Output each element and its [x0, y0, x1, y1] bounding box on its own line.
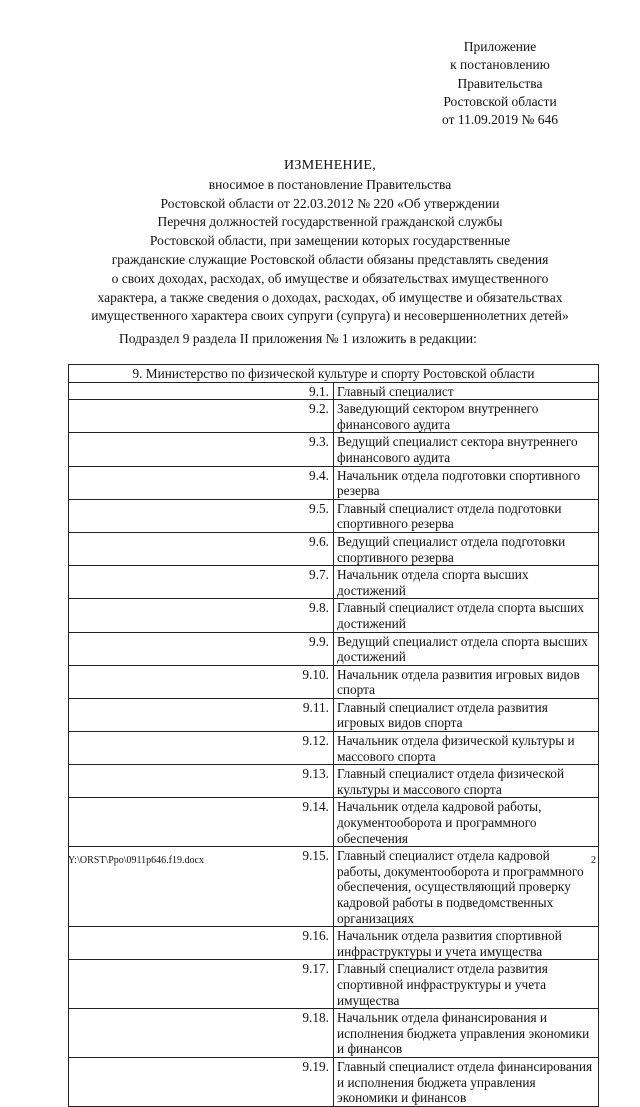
- heading-line: Перечня должностей государственной гражданской службы: [157, 214, 503, 230]
- table-row: [69, 382, 599, 400]
- row-position: Начальник отдела развития игровых видов спорта: [334, 665, 599, 698]
- row-position: Ведущий специалист отдела спорта высших достижений: [334, 632, 599, 665]
- row-number: 9.13.: [69, 765, 334, 798]
- row-number: 9.9.: [69, 632, 334, 665]
- table-row: [69, 798, 599, 847]
- row-position: Ведущий специалист сектора внутреннего финансового аудита: [334, 433, 599, 466]
- table-row: [69, 400, 599, 433]
- table-row: [69, 499, 599, 532]
- row-number: 9.16.: [69, 927, 334, 960]
- heading-line: о своих доходах, расходах, об имуществе и обязательствах имущественного: [111, 270, 549, 286]
- row-position: Главный специалист отдела финансирования и исполнения бюджета управления экономики и финансов: [334, 1057, 599, 1106]
- table-row: [69, 732, 599, 765]
- row-position: Начальник отдела кадровой работы, документооборота и программного обеспечения: [334, 798, 599, 847]
- appendix-line: от 11.09.2019 № 646: [442, 112, 558, 128]
- row-number: 9.2.: [69, 400, 334, 433]
- row-number: 9.1.: [69, 382, 334, 400]
- row-number: 9.8.: [69, 599, 334, 632]
- row-number: 9.3.: [69, 433, 334, 466]
- positions-table: [68, 364, 599, 1107]
- heading-line: характера, а также сведения о доходах, расходах, об имуществе и обязательствах: [97, 289, 563, 305]
- table-row: [69, 566, 599, 599]
- row-number: 9.12.: [69, 732, 334, 765]
- table-row: [69, 960, 599, 1009]
- row-number: 9.15.: [69, 847, 334, 927]
- row-number: 9.7.: [69, 566, 334, 599]
- row-position: Начальник отдела физической культуры и массового спорта: [334, 732, 599, 765]
- table-row: [69, 927, 599, 960]
- appendix-block: [420, 38, 580, 129]
- row-position: Главный специалист: [334, 382, 599, 400]
- heading-line: Ростовской области от 22.03.2012 № 220 «Об утверждении: [160, 195, 500, 211]
- row-position: Начальник отдела спорта высших достижений: [334, 566, 599, 599]
- row-position: Главный специалист отдела кадровой работы, документооборота и программного обеспечения, осуществляющий проверку кадровой работы в подведомственных организациях: [334, 847, 599, 927]
- appendix-line: Правительства: [457, 75, 543, 91]
- heading-line: гражданские служащие Ростовской области обязаны представлять сведения: [111, 251, 549, 267]
- table-row: [69, 1009, 599, 1058]
- heading-line: вносимое в постановление Правительства: [208, 176, 452, 192]
- row-position: Главный специалист отдела развития спортивной инфраструктуры и учета имущества: [334, 960, 599, 1009]
- instruction-text: Подраздел 9 раздела II приложения № 1 изложить в редакции:: [119, 331, 477, 346]
- row-number: 9.6.: [69, 532, 334, 565]
- row-position: Заведующий сектором внутреннего финансового аудита: [334, 400, 599, 433]
- row-number: 9.5.: [69, 499, 334, 532]
- appendix-line: к постановлению: [450, 57, 550, 73]
- row-position: Начальник отдела развития спортивной инфраструктуры и учета имущества: [334, 927, 599, 960]
- heading-line: Ростовской области, при замещении которых государственные: [149, 233, 511, 249]
- appendix-line: Приложение: [463, 39, 537, 54]
- table-row: [69, 466, 599, 499]
- table-row: [69, 532, 599, 565]
- row-number: 9.10.: [69, 665, 334, 698]
- row-position: Начальник отдела подготовки спортивного резерва: [334, 466, 599, 499]
- table-header-row: [69, 365, 599, 383]
- file-path: Y:\ORST\Ppo\0911p646.f19.docx: [68, 855, 204, 866]
- row-position: Ведущий специалист отдела подготовки спортивного резерва: [334, 532, 599, 565]
- document-heading: [60, 157, 600, 326]
- page-number: 2: [591, 855, 596, 866]
- appendix-line: Ростовской области: [443, 93, 557, 109]
- table-header: 9. Министерство по физической культуре и спорту Ростовской области: [69, 365, 599, 383]
- row-number: 9.17.: [69, 960, 334, 1009]
- row-position: Главный специалист отдела спорта высших достижений: [334, 599, 599, 632]
- row-position: Главный специалист отдела развития игровых видов спорта: [334, 698, 599, 731]
- table-row: [69, 1057, 599, 1106]
- row-number: 9.19.: [69, 1057, 334, 1106]
- table-row: [69, 632, 599, 665]
- row-position: Главный специалист отдела подготовки спортивного резерва: [334, 499, 599, 532]
- table-row: [69, 698, 599, 731]
- table-row: [69, 765, 599, 798]
- table-row: [69, 665, 599, 698]
- row-number: 9.14.: [69, 798, 334, 847]
- row-number: 9.18.: [69, 1009, 334, 1058]
- document-title: ИЗМЕНЕНИЕ,: [283, 158, 377, 173]
- row-number: 9.11.: [69, 698, 334, 731]
- heading-line: имущественного характера своих супруги (супруга) и несовершеннолетних детей»: [91, 308, 569, 324]
- row-position: Начальник отдела финансирования и исполнения бюджета управления экономики и финансов: [334, 1009, 599, 1058]
- table-row: [69, 599, 599, 632]
- row-position: Главный специалист отдела физической культуры и массового спорта: [334, 765, 599, 798]
- row-number: 9.4.: [69, 466, 334, 499]
- table-row: [69, 433, 599, 466]
